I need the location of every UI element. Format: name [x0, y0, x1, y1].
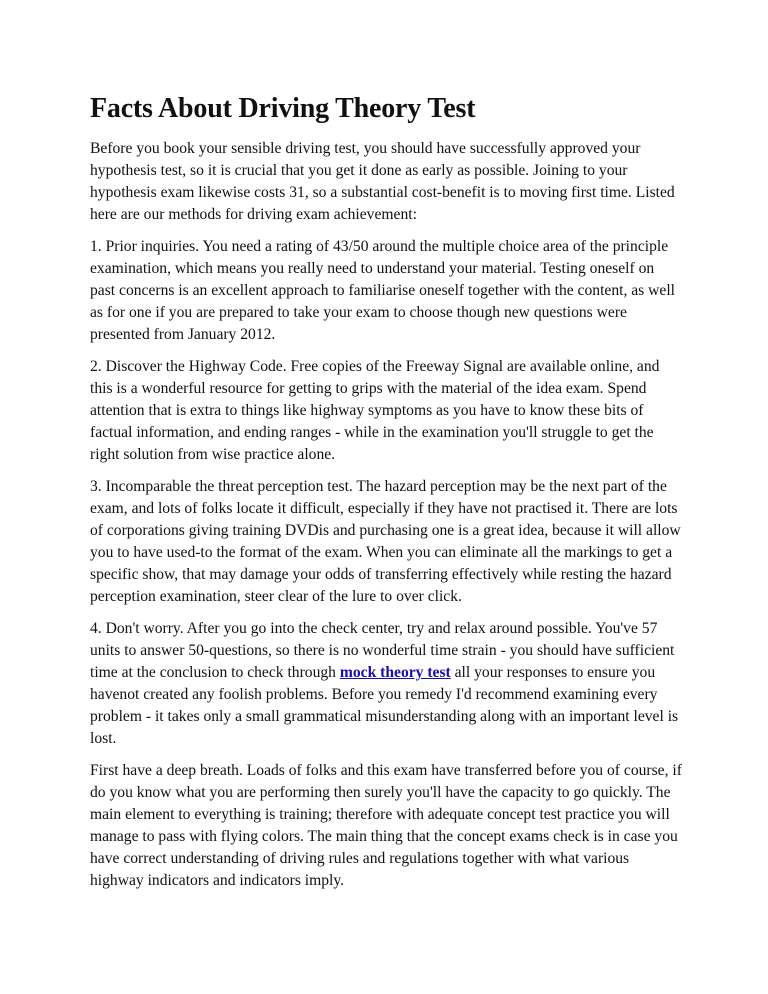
paragraph-dont-worry — [90, 618, 682, 750]
paragraph-dont-worry-end: all your responses to ensure you havenot created any foolish problems. Before you remedy I'd recommend examining every problem - it takes only a small grammatical misunderstanding along with an important level is lost. — [90, 664, 679, 747]
paragraph-hazard-perception: 3. Incomparable the threat perception test. The hazard perception may be the next part of the exam, and lots of folks locate it difficult, especially if they have not practised it. There are lots of corporations giving training DVDis and purchasing one is a great idea, because it will allow you to have used-to the format of the exam. When you can eliminate all the markings to get a specific show, that may damage your odds of transferring effectively while resting the hazard perception examination, steer clear of the lure to over click. — [90, 478, 681, 605]
paragraph-prior-inquiries: 1. Prior inquiries. You need a rating of 43/50 around the multiple choice area of the principle examination, which means you really need to understand your material. Testing oneself on past concerns is an excellent approach to familiarise oneself together with the content, as well as for one if you are prepared to take your exam to choose though new questions were presented from January 2012. — [90, 238, 675, 343]
paragraph-intro: Before you book your sensible driving test, you should have successfully approved your hypothesis test, so it is crucial that you get it done as early as possible. Joining to your hypothesis exam likewise costs 31, so a substantial cost-benefit is to moving first time. Listed here are our methods for driving exam achievement: — [90, 140, 675, 223]
paragraph-dont-worry-start: 4. Don't worry. After you go into the check center, try and relax around possible. You've 57 units to answer 50-questions, so there is no wonderful time strain - you should have sufficient time at the conclusion to check through — [90, 620, 675, 681]
paragraph-deep-breath: First have a deep breath. Loads of folks and this exam have transferred before you of course, if do you know what you are performing then surely you'll have the capacity to go quickly. The main element to everything is training; therefore with adequate concept test practice you will manage to pass with flying colors. The main thing that the concept exams check is in case you have correct understanding of driving rules and regulations together with what various highway indicators and indicators imply. — [90, 762, 682, 889]
mock-theory-test-link[interactable]: mock theory test — [339, 664, 451, 681]
document-title: Facts About Driving Theory Test — [90, 93, 476, 124]
paragraph-highway-code: 2. Discover the Highway Code. Free copies of the Freeway Signal are available online, and this is a wonderful resource for getting to grips with the material of the idea exam. Spend attention that is extra to things like highway symptoms as you have to know these bits of factual information, and ending ranges - while in the examination you'll struggle to get the right solution from wise practice alone. — [90, 358, 660, 463]
